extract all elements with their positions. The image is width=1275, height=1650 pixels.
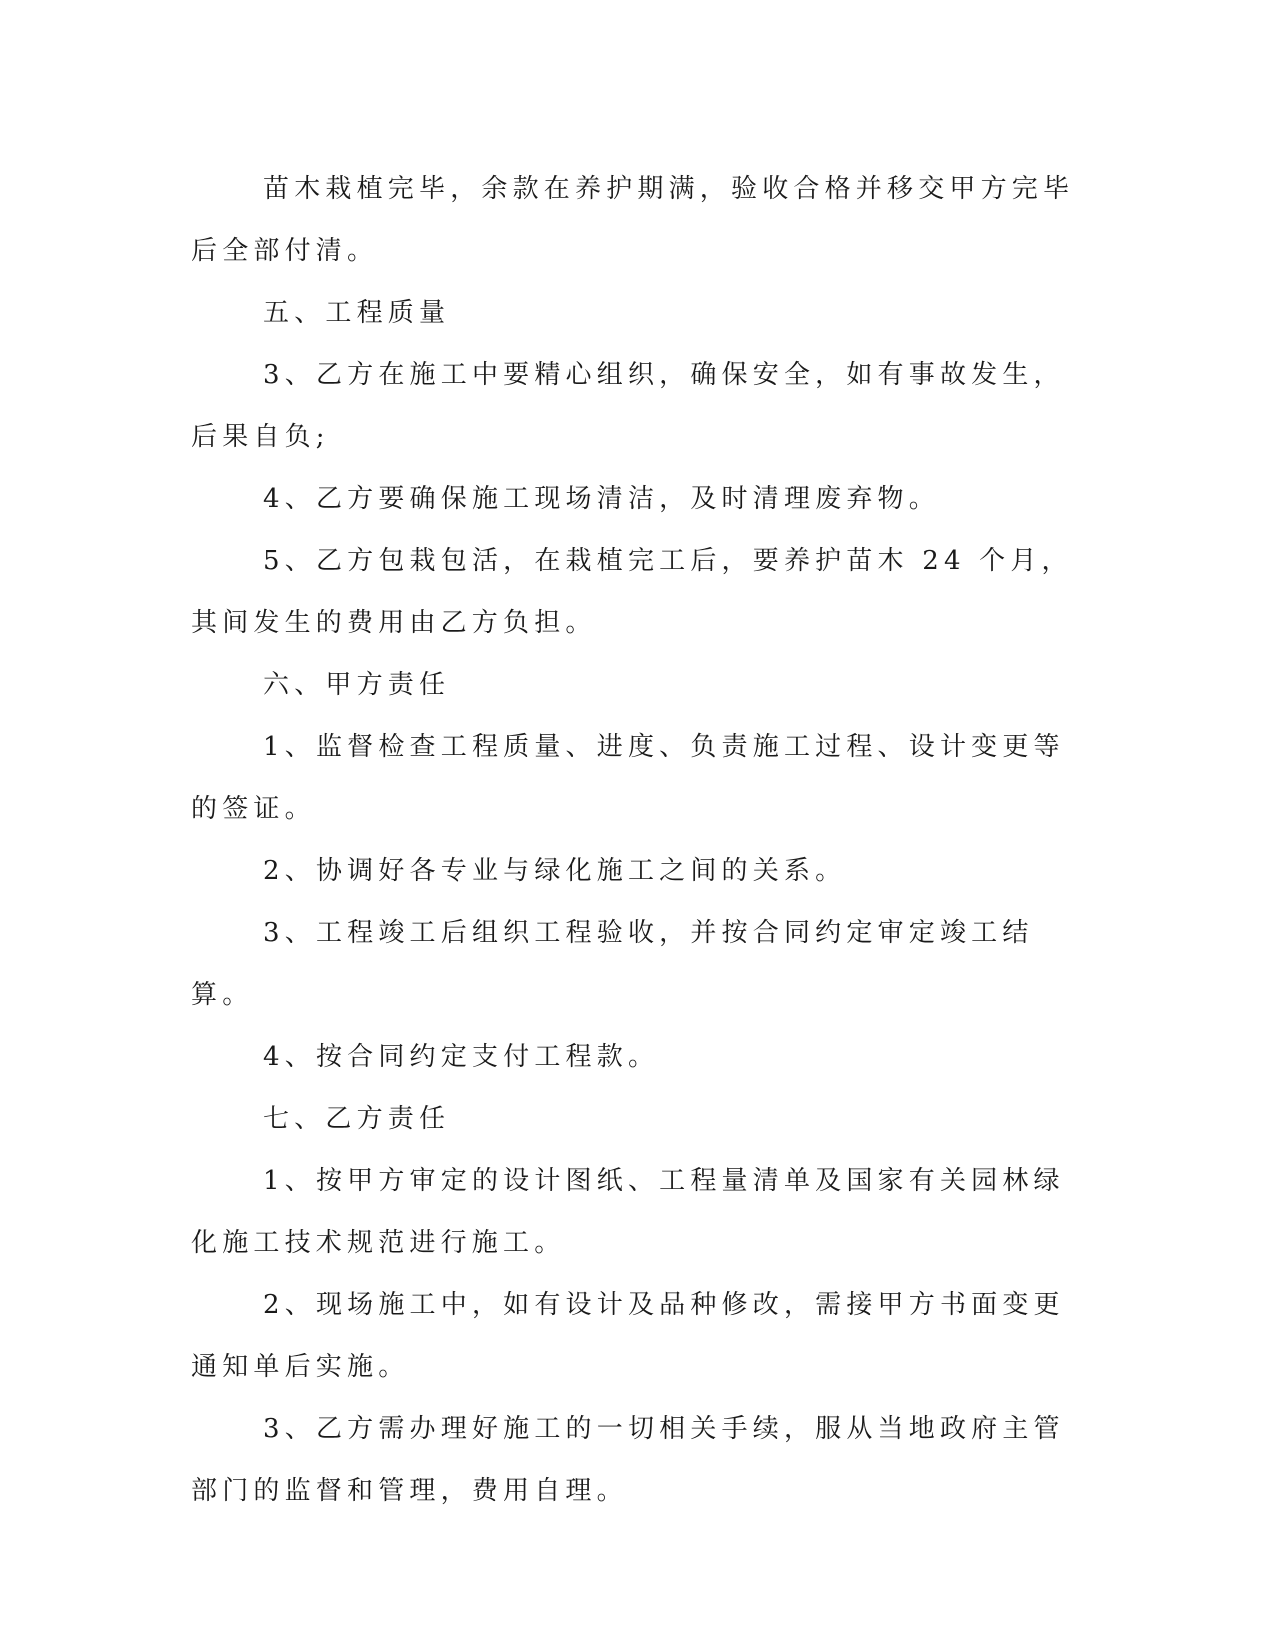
paragraph-party-b-3: 3、乙方需办理好施工的一切相关手续，服从当地政府主管部门的监督和管理，费用自理。 — [191, 1414, 1065, 1506]
section-heading-party-a: 六、甲方责任 — [263, 670, 451, 700]
section-heading-quality: 五、工程质量 — [263, 298, 451, 328]
paragraph-party-a-1: 1、监督检查工程质量、进度、负责施工过程、设计变更等的签证。 — [191, 732, 1065, 824]
paragraph-quality-3: 3、乙方在施工中要精心组织，确保安全，如有事故发生，后果自负; — [191, 360, 1065, 452]
paragraph-payment-balance: 苗木栽植完毕，余款在养护期满，验收合格并移交甲方完毕后全部付清。 — [191, 174, 1075, 266]
paragraph-party-a-3: 3、工程竣工后组织工程验收，并按合同约定审定竣工结算。 — [191, 918, 1034, 1010]
paragraph-party-a-2: 2、协调好各专业与绿化施工之间的关系。 — [263, 856, 847, 886]
section-heading-party-b: 七、乙方责任 — [263, 1104, 451, 1134]
paragraph-quality-4: 4、乙方要确保施工现场清洁，及时清理废弃物。 — [263, 484, 940, 514]
paragraph-party-a-4: 4、按合同约定支付工程款。 — [263, 1042, 660, 1072]
document-body — [191, 158, 1081, 1522]
paragraph-party-b-1: 1、按甲方审定的设计图纸、工程量清单及国家有关园林绿化施工技术规范进行施工。 — [191, 1166, 1065, 1258]
paragraph-quality-5: 5、乙方包栽包活，在栽植完工后，要养护苗木 24 个月，其间发生的费用由乙方负担。 — [191, 546, 1073, 638]
paragraph-party-b-2: 2、现场施工中，如有设计及品种修改，需接甲方书面变更通知单后实施。 — [191, 1290, 1065, 1382]
